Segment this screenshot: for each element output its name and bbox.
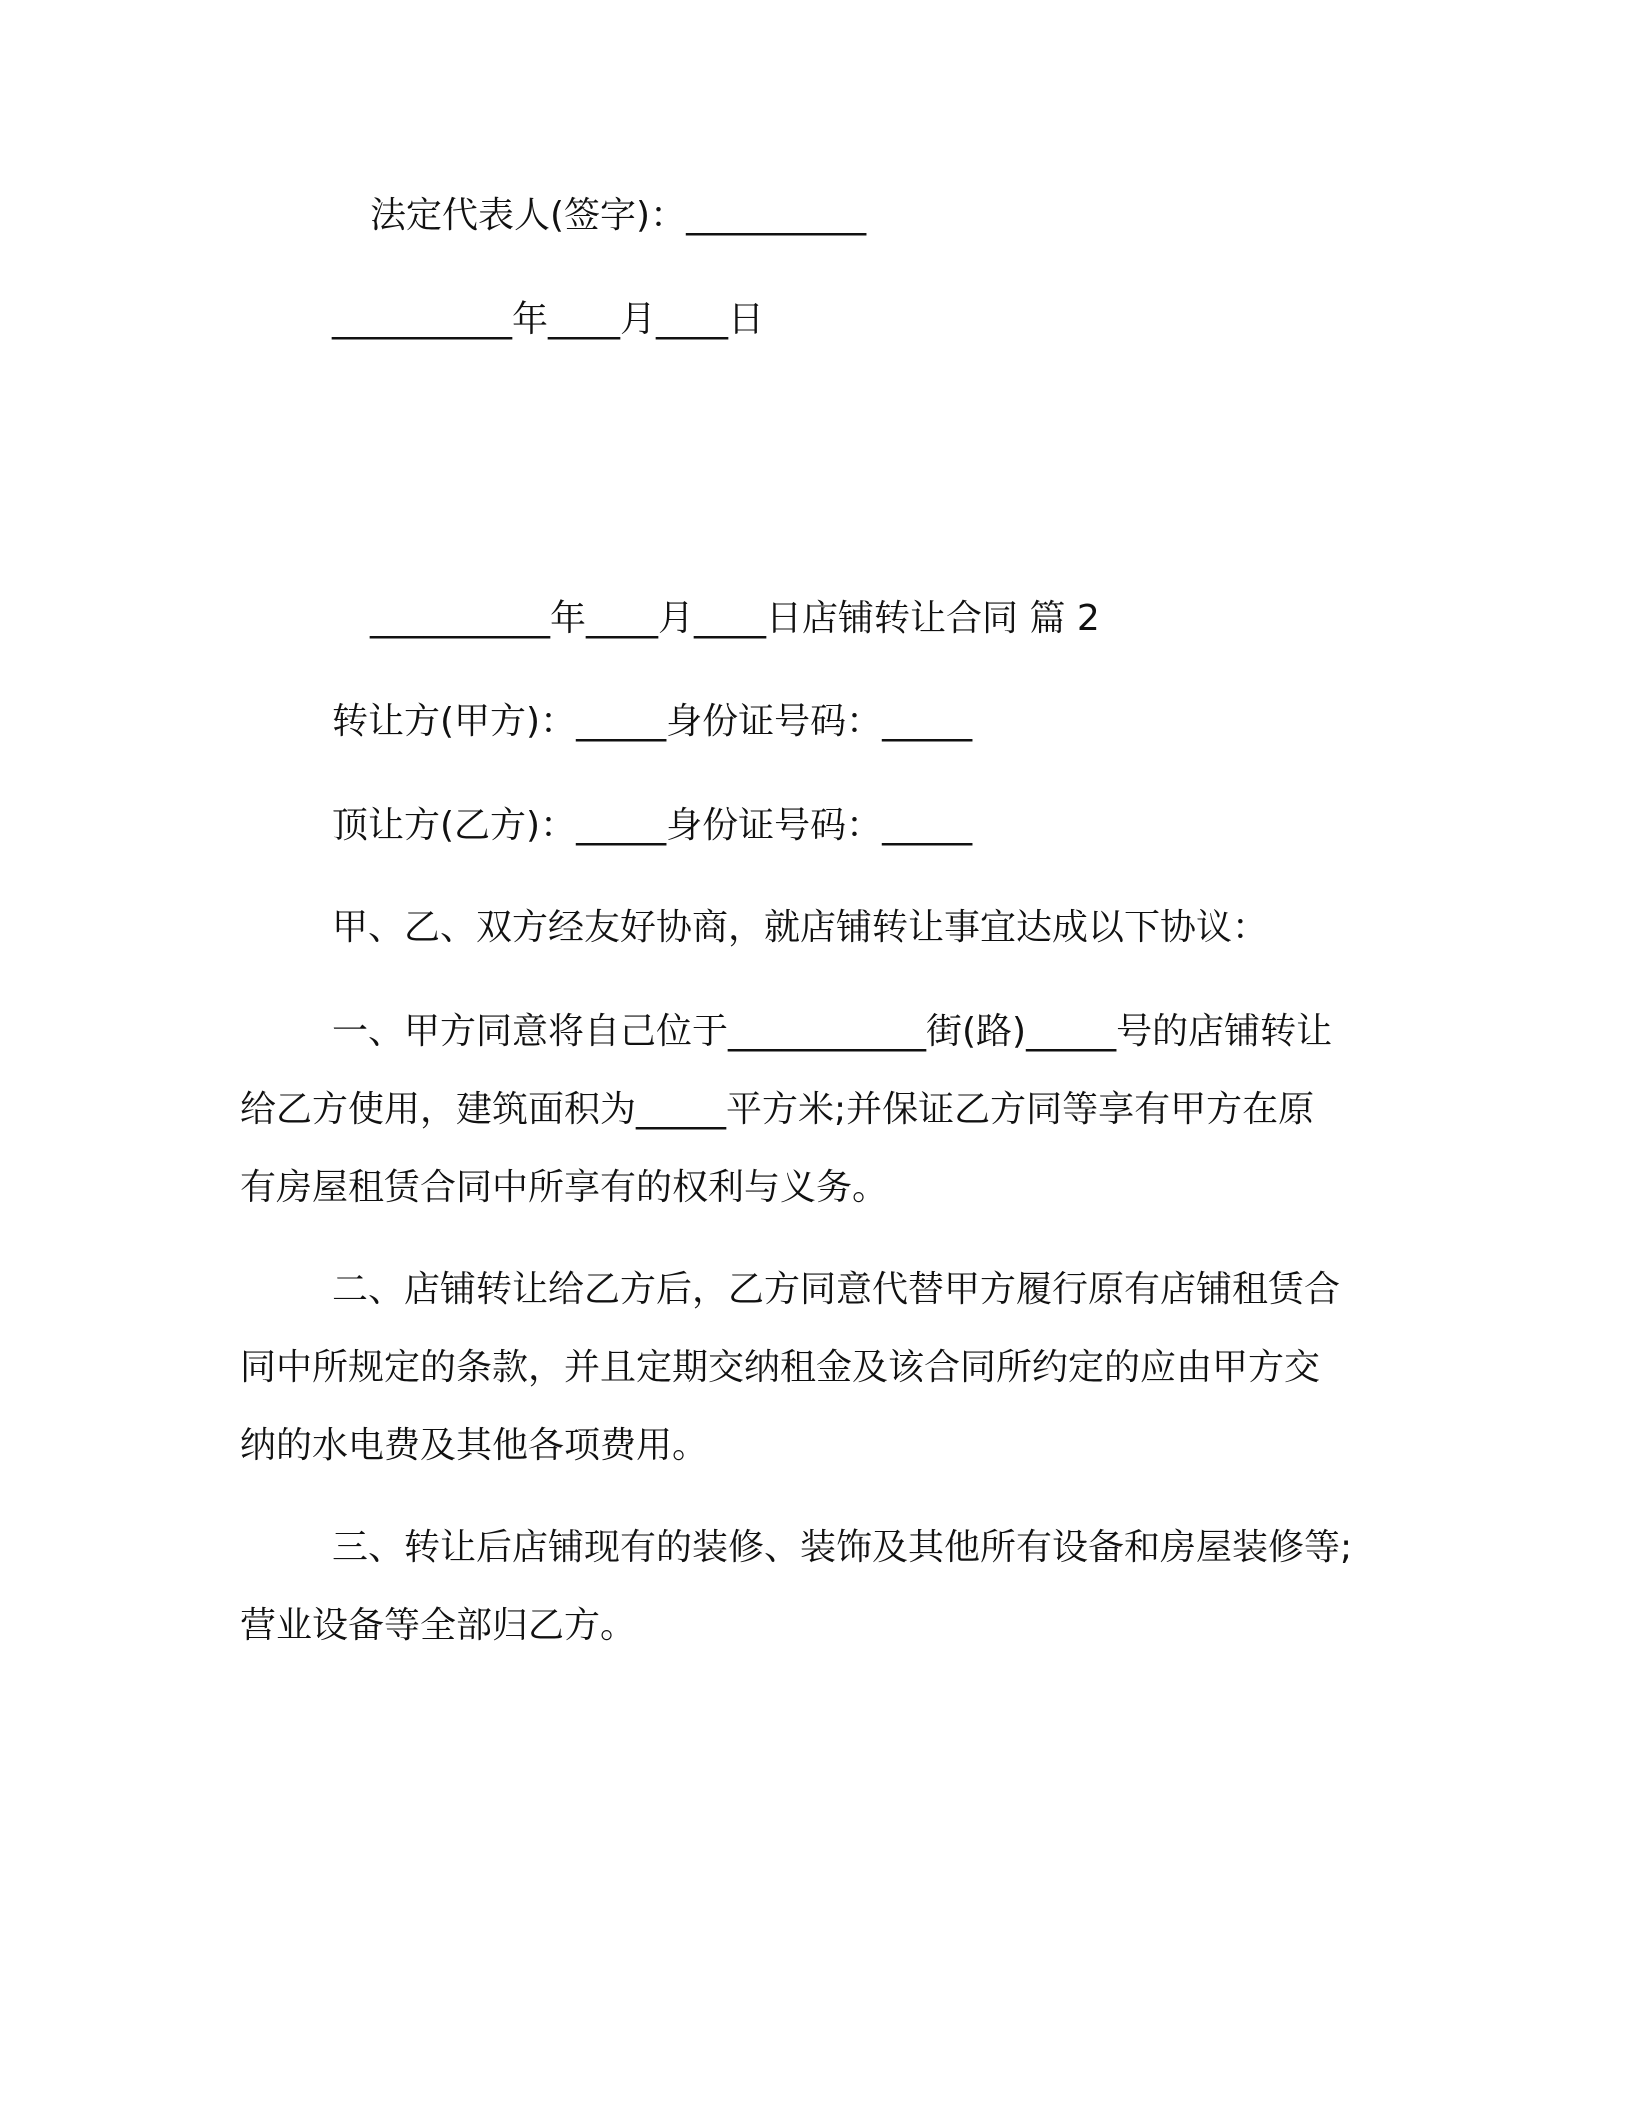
signature-date-line: __________年____月____日: [332, 299, 764, 340]
contract-title: __________年____月____日店铺转让合同 篇 2: [370, 598, 1100, 639]
clause1-line3: 有房屋租赁合同中所享有的权利与义务。: [240, 1167, 889, 1208]
clause2-line3: 纳的水电费及其他各项费用。: [240, 1425, 709, 1466]
clause2-line2: 同中所规定的条款，并且定期交纳租金及该合同所约定的应由甲方交: [240, 1347, 1321, 1388]
clause1-line1: 一、甲方同意将自己位于___________街(路)_____号的店铺转让: [332, 1011, 1333, 1052]
clause1-line2: 给乙方使用，建筑面积为_____平方米;并保证乙方同等享有甲方在原: [240, 1089, 1315, 1130]
party-b-line: 顶让方(乙方)：_____身份证号码：_____: [332, 805, 973, 846]
legal-representative-signature-line: 法定代表人(签字)：__________: [370, 195, 867, 236]
clause2-line1: 二、店铺转让给乙方后，乙方同意代替甲方履行原有店铺租赁合: [332, 1269, 1341, 1310]
clause3-line2: 营业设备等全部归乙方。: [240, 1605, 637, 1646]
party-a-line: 转让方(甲方)：_____身份证号码：_____: [332, 701, 973, 742]
preamble-line: 甲、乙、双方经友好协商，就店铺转让事宜达成以下协议：: [332, 907, 1269, 948]
clause3-line1: 三、转让后店铺现有的装修、装饰及其他所有设备和房屋装修等;: [332, 1527, 1353, 1568]
